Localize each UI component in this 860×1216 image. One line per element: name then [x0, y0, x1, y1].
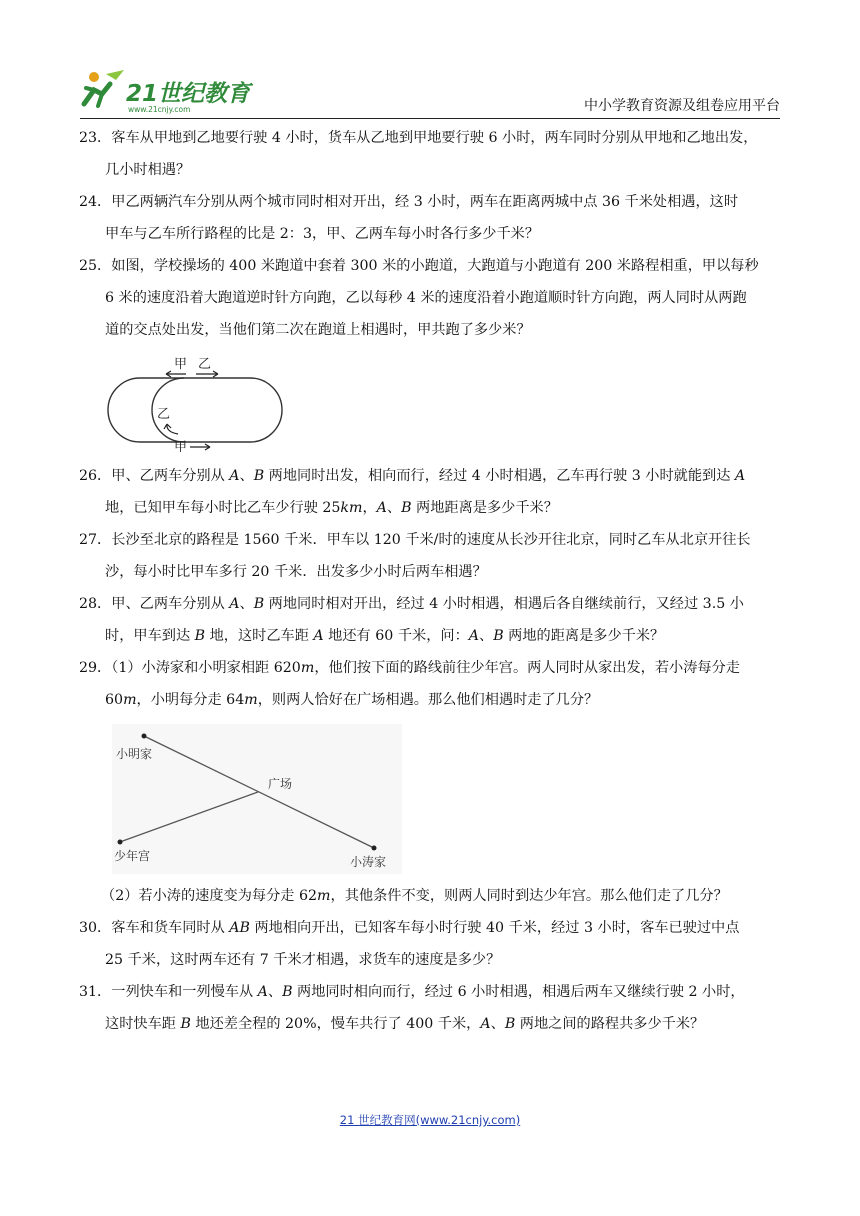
- curved-arrow-icon: [164, 424, 178, 434]
- question-number: 30．: [79, 920, 112, 936]
- question-number: 25．: [79, 258, 112, 274]
- question-26: 26．甲、乙两车分别从 A、B 两地同时出发，相向而行，经过 4 小时相遇，乙车再行驶 3 小时就能到达 A: [79, 468, 746, 484]
- runner-icon: [84, 70, 124, 106]
- question-29: 29．（1）小涛家和小明家相距 620m，他们按下面的路线前往少年宫。两人同时从家出发，若小涛每分走: [79, 660, 740, 676]
- label-xiaoming: 小明家: [116, 747, 153, 761]
- question-27-cont: 沙，每小时比甲车多行 20 千米．出发多少小时后两车相遇？: [105, 564, 487, 580]
- question-number: 31．: [79, 984, 112, 1000]
- label-jia-top: 甲: [174, 357, 188, 372]
- question-25-cont: 6 米的速度沿着大跑道逆时针方向跑，乙以每秒 4 米的速度沿着小跑道顺时针方向跑，两人同时从两跑: [105, 290, 747, 306]
- page-footer: [0, 1112, 860, 1128]
- point-xiaoming: [142, 734, 147, 739]
- question-28-cont: 时，甲车到达 B 地，这时乙车距 A 地还有 60 千米，问：A、B 两地的距离是多少千米？: [105, 628, 665, 644]
- question-31: 31．一列快车和一列慢车从 A、B 两地同时相向而行，经过 6 小时相遇，相遇后两车又继续行驶 2 小时，: [79, 984, 745, 1000]
- question-number: 24．: [79, 194, 112, 210]
- arrow-right-bottom-icon: [190, 444, 210, 450]
- question-number: 26．: [79, 468, 112, 484]
- label-jia-bottom: 甲: [174, 440, 188, 452]
- point-shaoniangong: [118, 840, 123, 845]
- question-number: 28．: [79, 596, 112, 612]
- question-30-cont: 25 千米，这时两车还有 7 千米才相遇，求货车的速度是多少？: [105, 952, 501, 968]
- question-24: 24．甲乙两辆汽车分别从两个城市同时相对开出，经 3 小时，两车在距离两城中点 36 千米处相遇，这时: [79, 194, 739, 210]
- question-list: [80, 122, 780, 1040]
- question-23-cont: 几小时相遇？: [105, 162, 191, 178]
- outer-track: [108, 378, 282, 442]
- site-logo: [80, 68, 255, 114]
- question-24-cont: 甲车与乙车所行路程的比是 2：3，甲、乙两车每小时各行多少千米？: [105, 226, 540, 242]
- question-26-cont: 地，已知甲车每小时比乙车少行驶 25km，A、B 两地距离是多少千米？: [105, 500, 558, 516]
- logo-text: 21世纪教育: [126, 81, 251, 107]
- track-diagram: [100, 352, 290, 452]
- question-25: 25．如图，学校操场的 400 米跑道中套着 300 米的小跑道，大跑道与小跑道有 200 米路程相重，甲以每秒: [79, 258, 759, 274]
- question-number: 29．: [79, 660, 112, 676]
- logo-url: www.21cnjy.com: [128, 105, 191, 114]
- label-yi-top: 乙: [198, 357, 212, 372]
- question-30: 30．客车和货车同时从 AB 两地相向开出，已知客车每小时行驶 40 千米，经过 3 小时，客车已驶过中点: [79, 920, 740, 936]
- question-25-cont: 道的交点处出发，当他们第二次在跑道上相遇时，甲共跑了多少米？: [105, 322, 531, 338]
- route-diagram: [112, 724, 402, 874]
- question-29-part2: （2）若小涛的速度变为每分走 62m，其他条件不变，则两人同时到达少年宫。那么他们走了几分？: [101, 888, 728, 904]
- label-shaoniangong: 少年宫: [114, 849, 151, 863]
- question-27: 27．长沙至北京的路程是 1560 千米．甲车以 120 千米/时的速度从长沙开往北京，同时乙车从北京开往长: [79, 532, 751, 548]
- question-23: 23．客车从甲地到乙地要行驶 4 小时，货车从乙地到甲地要行驶 6 小时，两车同时分别从甲地和乙地出发，: [79, 130, 758, 146]
- label-yi-inner: 乙: [157, 407, 171, 422]
- page-header: [80, 62, 780, 119]
- label-xiaotao: 小涛家: [350, 855, 387, 869]
- label-guangchang: 广场: [268, 777, 293, 791]
- question-28: 28．甲、乙两车分别从 A、B 两地同时相对开出，经过 4 小时相遇，相遇后各自继续前行，又经过 3.5 小: [79, 596, 744, 612]
- question-number: 23．: [79, 130, 112, 146]
- question-29-cont: 60m，小明每分走 64m，则两人恰好在广场相遇。那么他们相遇时走了几分？: [105, 692, 599, 708]
- footer-link[interactable]: 21 世纪教育网(www.21cnjy.com): [339, 1113, 521, 1127]
- question-31-cont: 这时快车距 B 地还差全程的 20%，慢车共行了 400 千米，A、B 两地之间的路程共多少千米？: [105, 1016, 705, 1032]
- question-number: 27．: [79, 532, 112, 548]
- platform-name: 中小学教育资源及组卷应用平台: [584, 98, 780, 114]
- point-xiaotao: [372, 846, 377, 851]
